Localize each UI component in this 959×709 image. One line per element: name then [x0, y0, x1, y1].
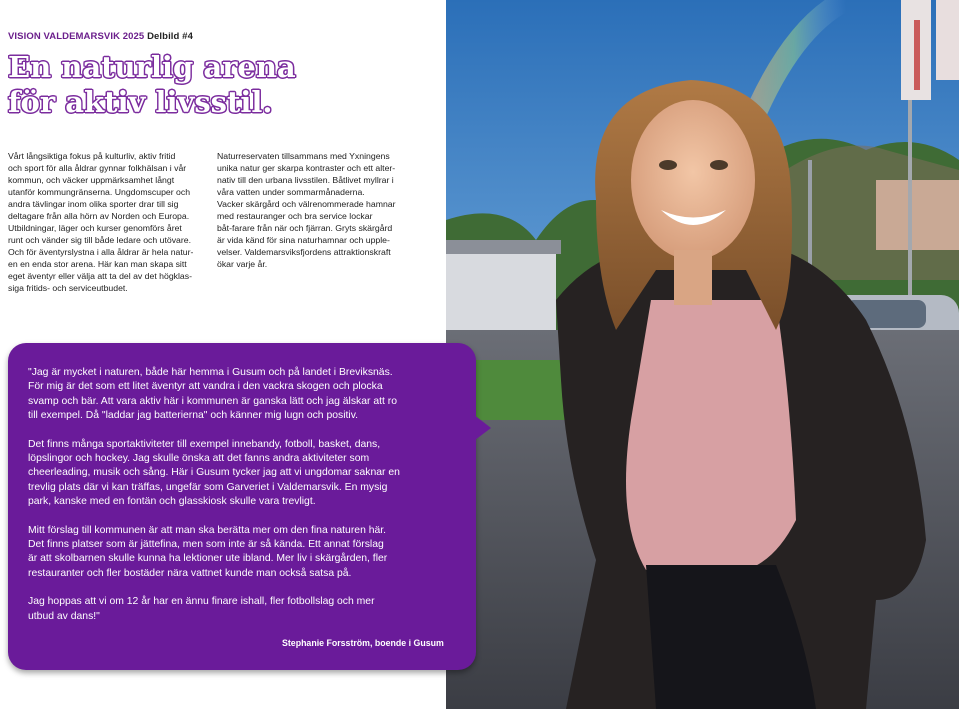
- body-column-1: [8, 150, 204, 294]
- body-text-line: velser. Valdemarsviksfjordens attraktionskraft: [217, 247, 391, 257]
- quote-line: cheerleading, musik och sång. Här i Gusum tycker jag att vi ungdomar saknar en: [28, 467, 400, 479]
- quote-line: För mig är det som ett litet äventyr att vandra i den vackra skogen och plocka: [28, 381, 383, 393]
- quote-line: park, kanske med en fontän och glasskiosk skulle vara trevligt.: [28, 496, 316, 508]
- body-text-line: en en enda stor arena. Här kan man skapa sitt: [8, 259, 187, 269]
- body-text-line: nativ till den urbana livsstilen. Båtlivet myllrar i: [217, 175, 394, 185]
- title-line-2: för aktiv livsstil.: [8, 85, 273, 119]
- quote-line: Det finns många sportaktiviteter till exempel innebandy, fotboll, basket, dans,: [28, 438, 381, 450]
- body-text-line: båt-farare från när och fjärran. Gryts skärgård: [217, 223, 393, 233]
- kicker-sublabel: Delbild #4: [147, 31, 193, 42]
- quote-line: "Jag är mycket i naturen, både här hemma i Gusum och på landet i Breviksnäs.: [28, 367, 393, 378]
- title-line-1: En naturlig arena: [8, 50, 296, 84]
- quote-line: restauranter och fler bostäder nära vattnet kunde man också satsa på.: [28, 567, 352, 579]
- body-text-line: deltagare från alla hörn av Norden och Europa.: [8, 211, 190, 221]
- quote-line: Det finns platser som är jättefina, men som inte är så kända. Ett annat förslag: [28, 539, 384, 551]
- quote-text: [28, 366, 458, 638]
- body-text-line: eget äventyr eller välja att ta del av det högklas-: [8, 271, 192, 281]
- body-text-line: Och för äventyrslystna i alla åldrar är hela natur-: [8, 247, 194, 257]
- body-text-line: ökar varje år.: [217, 259, 268, 269]
- body-text-line: kommun, och väcker uppmärksamhet långt: [8, 175, 175, 185]
- body-text-line: med restauranger och bra service lockar: [217, 211, 373, 221]
- body-text-line: andra tävlingar inom olika sporter drar till sig: [8, 199, 179, 209]
- quote-paragraph: [28, 366, 458, 424]
- body-text-line: Vårt långsiktiga fokus på kulturliv, aktiv fritid: [8, 151, 176, 161]
- body-text-line: utanför kommungränserna. Ungdomscuper och: [8, 187, 191, 197]
- speech-bubble-tail: [455, 400, 495, 460]
- quote-line: Mitt förslag till kommunen är att man ska berätta mer om den fina naturen här.: [28, 524, 387, 536]
- quote-signature: Stephanie Forsström, boende i Gusum: [282, 638, 444, 648]
- quote-line: till exempel. Då "laddar jag batterierna" och känner mig lugn och positiv.: [28, 410, 359, 422]
- quote-paragraph: [28, 524, 458, 582]
- body-text-line: Utbildningar, läger och kurser genomförs året: [8, 223, 182, 233]
- quote-line: utbud av dans!": [28, 610, 100, 622]
- quote-line: svamp och bär. Att vara aktiv här i kommunen är ganska lätt och jag älskar att ro: [28, 395, 398, 407]
- quote-paragraph: [28, 438, 458, 510]
- page-title: [8, 50, 296, 120]
- header-kicker: [8, 31, 193, 42]
- quote-line: löpslingor och hockey. Jag skulle önska att det fanns andra aktiviteter som: [28, 453, 370, 465]
- body-text-line: runt och vänder sig till både ledare och utövare.: [8, 235, 192, 245]
- portrait-photo: [446, 0, 959, 709]
- body-column-2: [217, 150, 415, 270]
- kicker-label: VISION VALDEMARSVIK 2025: [8, 31, 145, 42]
- body-text-line: är vida känd för sina naturhamnar och upple-: [217, 235, 390, 245]
- body-text-line: Naturreservaten tillsammans med Yxningens: [217, 151, 390, 161]
- body-text-line: unika natur ger skarpa kontraster och ett alter-: [217, 163, 396, 173]
- body-text-line: Vacker skärgård och välrenommerade hamnar: [217, 199, 396, 209]
- quote-line: är att skolbarnen skulle kunna ha lektioner ute ibland. Mer liv i skärgården, fler: [28, 553, 388, 565]
- quote-paragraph: [28, 595, 458, 624]
- quote-line: trevlig plats där vi kan träffas, ungefär som Garveriet i Valdemarsvik. En mysig: [28, 481, 388, 493]
- body-text-line: våra vatten under sommarmånaderna.: [217, 187, 365, 197]
- quote-line: Jag hoppas att vi om 12 år har en ännu finare ishall, fler fotbollslag och mer: [28, 596, 375, 608]
- body-text-line: siga fritids- och serviceutbudet.: [8, 283, 128, 293]
- body-text-line: och sport för alla åldrar gynnar folkhälsan i vår: [8, 163, 187, 173]
